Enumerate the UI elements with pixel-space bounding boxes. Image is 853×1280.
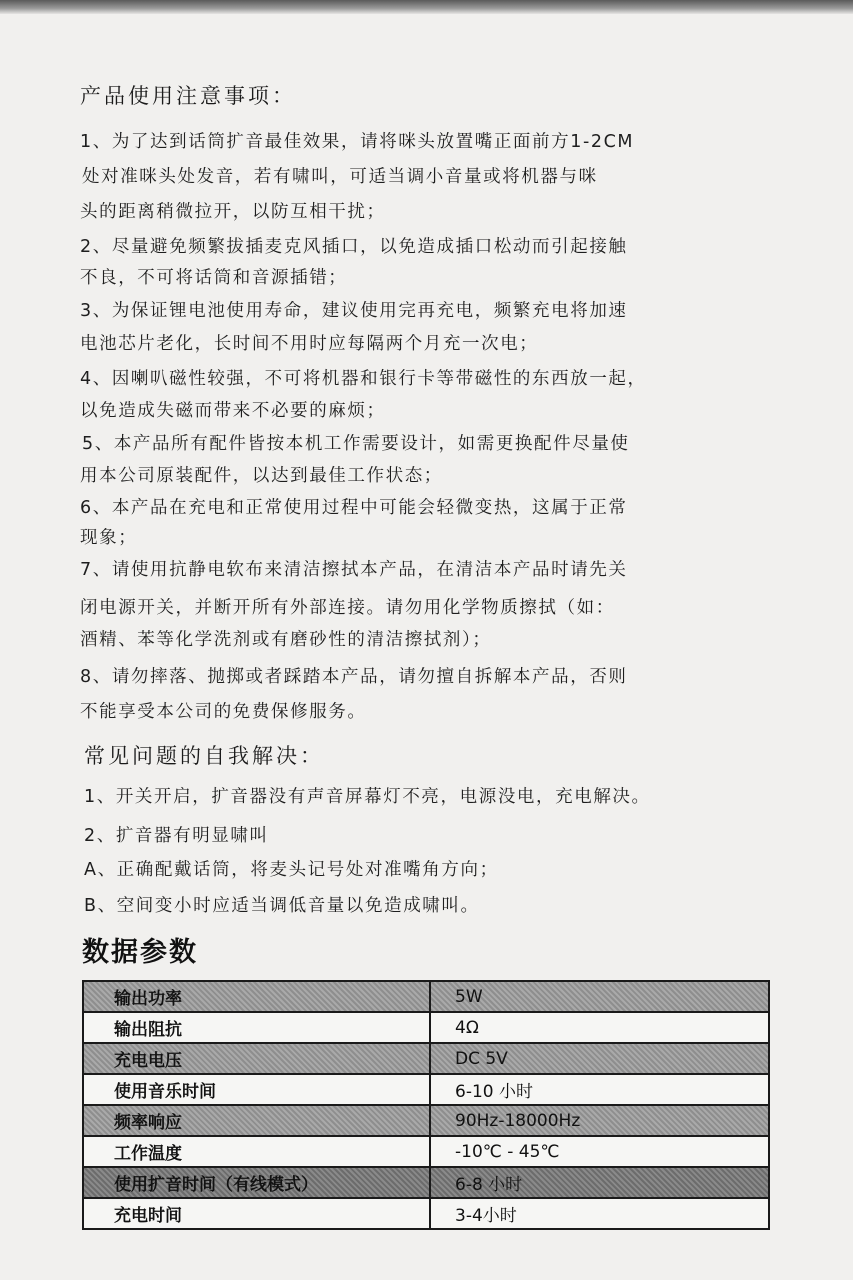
- notes-heading: 产品使用注意事项：: [80, 84, 296, 108]
- notes-line: 3、为保证锂电池使用寿命，建议使用完再充电，频繁充电将加速: [80, 301, 628, 321]
- table-row: [83, 981, 769, 1012]
- notes-line: 2、尽量避免频繁拔插麦克风插口，以免造成插口松动而引起接触: [80, 237, 628, 257]
- spec-label: 使用音乐时间: [83, 1074, 430, 1105]
- notes-line: 不良，不可将话筒和音源插错；: [80, 268, 348, 288]
- notes-line: 1、为了达到话筒扩音最佳效果，请将咪头放置嘴正面前方1-2CM: [80, 132, 635, 152]
- table-row: [83, 1043, 769, 1074]
- notes-line: 不能享受本公司的免费保修服务。: [80, 702, 367, 722]
- spec-value: 3-4小时: [430, 1198, 769, 1229]
- notes-line: 现象；: [80, 528, 138, 548]
- table-row: [83, 1105, 769, 1136]
- faq-line: 1、开关开启，扩音器没有声音屏幕灯不亮，电源没电，充电解决。: [84, 787, 651, 807]
- spec-label: 充电电压: [83, 1043, 430, 1074]
- notes-line: 7、请使用抗静电软布来清洁擦拭本产品，在清洁本产品时请先关: [80, 560, 628, 580]
- table-row: [83, 1198, 769, 1229]
- spec-value: DC 5V: [430, 1043, 769, 1074]
- faq-heading: 常见问题的自我解决：: [84, 744, 324, 768]
- spec-label: 输出阻抗: [83, 1012, 430, 1043]
- notes-line: 8、请勿摔落、抛掷或者踩踏本产品，请勿擅自拆解本产品，否则: [80, 667, 628, 687]
- spec-label: 使用扩音时间（有线模式）: [83, 1167, 430, 1198]
- spec-value: 6-8 小时: [430, 1167, 769, 1198]
- notes-line: 酒精、苯等化学洗剂或有磨砂性的清洁擦拭剂）；: [80, 630, 492, 650]
- spec-label: 工作温度: [83, 1136, 430, 1167]
- spec-value: 6-10 小时: [430, 1074, 769, 1105]
- spec-value: 90Hz-18000Hz: [430, 1105, 769, 1136]
- notes-line: 5、本产品所有配件皆按本机工作需要设计，如需更换配件尽量使: [82, 434, 630, 454]
- spec-label: 输出功率: [83, 981, 430, 1012]
- notes-line: 头的距离稍微拉开，以防互相干扰；: [80, 202, 386, 222]
- spec-value: 4Ω: [430, 1012, 769, 1043]
- notes-line: 4、因喇叭磁性较强，不可将机器和银行卡等带磁性的东西放一起，: [80, 369, 647, 389]
- notes-line: 闭电源开关，并断开所有外部连接。请勿用化学物质擦拭（如：: [80, 598, 615, 618]
- notes-line: 电池芯片老化，长时间不用时应每隔两个月充一次电；: [80, 334, 539, 354]
- table-row: [83, 1012, 769, 1043]
- faq-line: A、正确配戴话筒，将麦头记号处对准嘴角方向；: [84, 860, 499, 880]
- spec-label: 充电时间: [83, 1198, 430, 1229]
- notes-line: 用本公司原装配件，以达到最佳工作状态；: [80, 466, 443, 486]
- specs-table: [82, 980, 770, 1230]
- spec-value: 5W: [430, 981, 769, 1012]
- notes-line: 6、本产品在充电和正常使用过程中可能会轻微变热，这属于正常: [80, 498, 628, 518]
- spec-label: 频率响应: [83, 1105, 430, 1136]
- faq-line: 2、扩音器有明显啸叫: [84, 826, 269, 846]
- table-row: [83, 1074, 769, 1105]
- specs-title: 数据参数: [82, 937, 198, 968]
- notes-line: 处对准咪头处发音，若有啸叫，可适当调小音量或将机器与咪: [82, 167, 598, 187]
- table-row: [83, 1136, 769, 1167]
- table-row: [83, 1167, 769, 1198]
- faq-line: B、空间变小时应适当调低音量以免造成啸叫。: [84, 896, 480, 916]
- spec-value: -10℃ - 45℃: [430, 1136, 769, 1167]
- notes-line: 以免造成失磁而带来不必要的麻烦；: [80, 401, 386, 421]
